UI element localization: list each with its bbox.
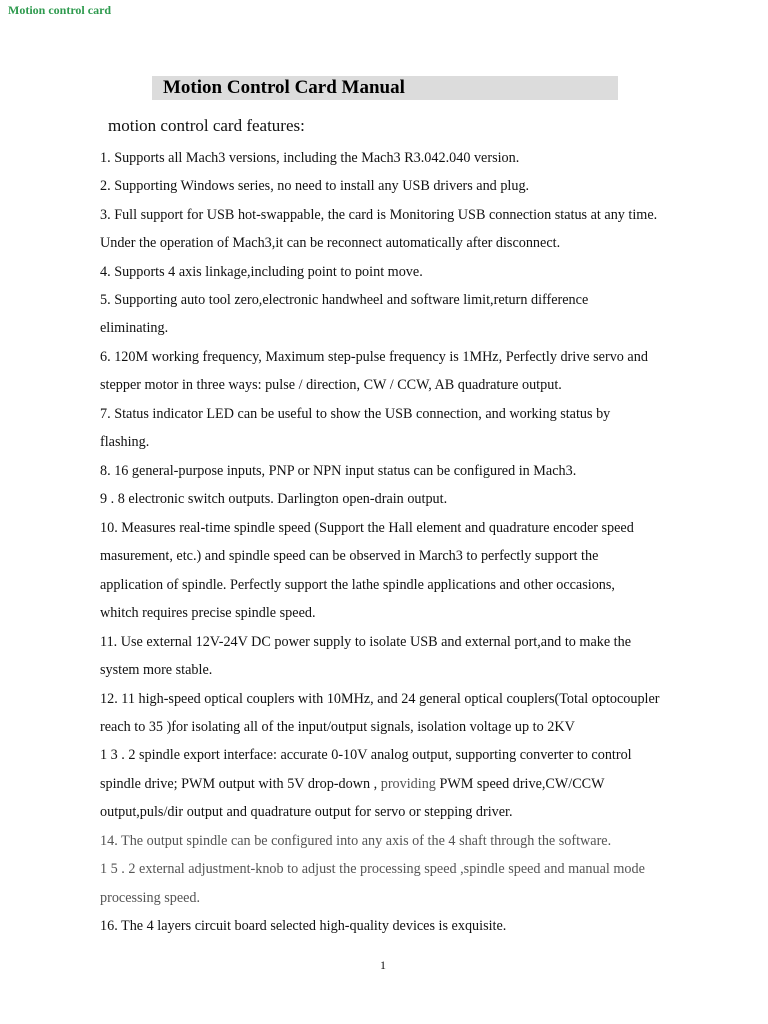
feature-line-7-cont: flashing. xyxy=(100,434,150,450)
feature-line-13-cont-1 xyxy=(100,776,605,793)
feature-line-14: 14. The output spindle can be configured into any axis of the 4 shaft through the software. xyxy=(100,833,612,849)
line-13-gray-word: providing xyxy=(380,776,436,792)
feature-line-15: 1 5 . 2 external adjustment-knob to adjust the processing speed ,spindle speed and manual mode xyxy=(100,861,645,877)
feature-line-1: 1. Supports all Mach3 versions, including the Mach3 R3.042.040 version. xyxy=(100,150,520,166)
feature-line-2: 2. Supporting Windows series, no need to install any USB drivers and plug. xyxy=(100,178,530,194)
feature-line-10: 10. Measures real-time spindle speed (Support the Hall element and quadrature encoder speed xyxy=(100,520,634,536)
feature-line-4: 4. Supports 4 axis linkage,including point to point move. xyxy=(100,264,423,280)
feature-line-10-cont-3: whitch requires precise spindle speed. xyxy=(100,605,316,621)
feature-line-8: 8. 16 general-purpose inputs, PNP or NPN input status can be configured in Mach3. xyxy=(100,463,577,479)
feature-line-12: 12. 11 high-speed optical couplers with 10MHz, and 24 general optical couplers(Total optocoupler xyxy=(100,691,660,707)
feature-line-3: 3. Full support for USB hot-swappable, the card is Monitoring USB connection status at any time. xyxy=(100,207,658,223)
page-title: Motion Control Card Manual xyxy=(163,77,405,98)
feature-line-5: 5. Supporting auto tool zero,electronic handwheel and software limit,return difference xyxy=(100,292,589,308)
page-number: 1 xyxy=(380,958,386,972)
line-13-before: spindle drive; PWM output with 5V drop-down , xyxy=(100,776,381,792)
feature-line-13: 1 3 . 2 spindle export interface: accurate 0-10V analog output, supporting converter to control xyxy=(100,747,632,763)
feature-line-12-cont: reach to 35 )for isolating all of the input/output signals, isolation voltage up to 2KV xyxy=(100,719,575,735)
feature-line-6-cont: stepper motor in three ways: pulse / direction, CW / CCW, AB quadrature output. xyxy=(100,377,562,393)
feature-line-15-cont: processing speed. xyxy=(100,890,201,906)
feature-line-7: 7. Status indicator LED can be useful to show the USB connection, and working status by xyxy=(100,406,611,422)
feature-line-5-cont: eliminating. xyxy=(100,320,169,336)
title-box xyxy=(152,76,618,100)
line-13-after: PWM speed drive,CW/CCW xyxy=(435,776,605,792)
feature-line-10-cont-2: application of spindle. Perfectly support the lathe spindle applications and other occasions, xyxy=(100,577,615,593)
feature-line-6: 6. 120M working frequency, Maximum step-pulse frequency is 1MHz, Perfectly drive servo and xyxy=(100,349,648,365)
features-heading: motion control card features: xyxy=(108,116,305,135)
running-header: Motion control card xyxy=(8,3,112,17)
feature-line-3-cont: Under the operation of Mach3,it can be reconnect automatically after disconnect. xyxy=(100,235,561,251)
feature-line-16: 16. The 4 layers circuit board selected high-quality devices is exquisite. xyxy=(100,918,507,934)
feature-line-11-cont: system more stable. xyxy=(100,662,213,678)
feature-line-10-cont-1: masurement, etc.) and spindle speed can be observed in March3 to perfectly support the xyxy=(100,548,599,564)
feature-line-9: 9 . 8 electronic switch outputs. Darlington open-drain output. xyxy=(100,491,448,507)
feature-line-11: 11. Use external 12V-24V DC power supply to isolate USB and external port,and to make the xyxy=(100,634,632,650)
feature-line-13-cont-2: output,puls/dir output and quadrature output for servo or stepping driver. xyxy=(100,804,513,820)
